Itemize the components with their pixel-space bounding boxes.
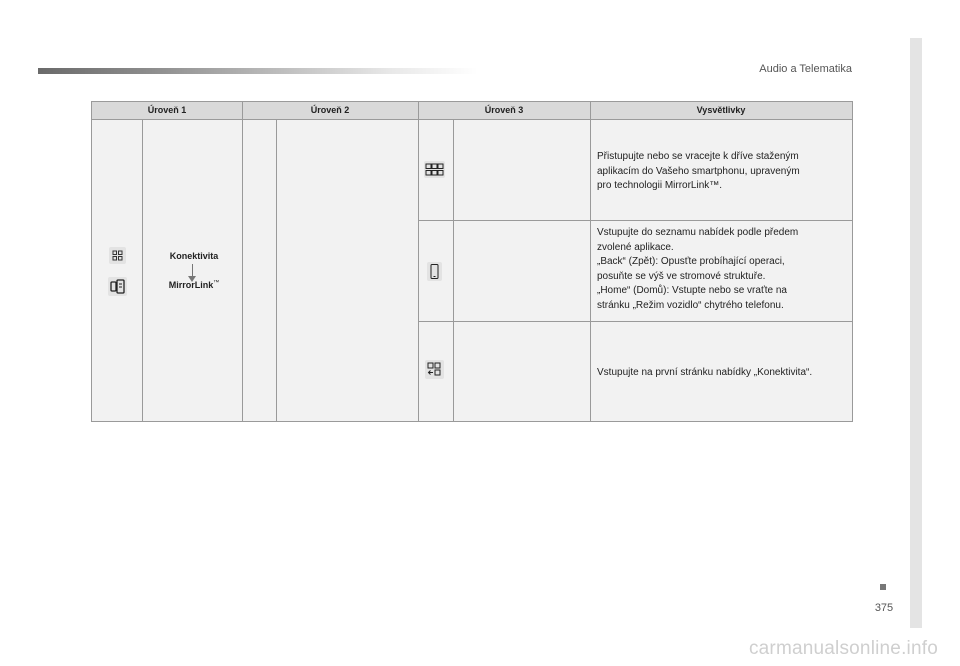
connectivity-icon bbox=[109, 247, 126, 264]
header-gradient-bar bbox=[38, 68, 478, 74]
column-divider bbox=[418, 102, 419, 421]
table-header bbox=[92, 102, 852, 120]
apps-grid-icon bbox=[424, 161, 445, 178]
column-divider bbox=[142, 120, 143, 421]
description-connectivity-home: Vstupujte na první stránku nabídky „Konektivita“. bbox=[597, 367, 813, 378]
level1-label-connectivity: Konektivita bbox=[169, 251, 219, 261]
smartphone-icon bbox=[427, 262, 442, 281]
row-divider bbox=[418, 321, 852, 322]
side-strip bbox=[910, 38, 922, 628]
description-apps: Přistupujte nebo se vracejte k dříve staženým aplikacím do Vašeho smartphonu, upraveným pro technologii MirrorLink™. bbox=[597, 151, 800, 191]
section-title: Audio a Telematika bbox=[759, 63, 852, 75]
column-divider bbox=[453, 120, 454, 421]
column-divider bbox=[242, 102, 243, 421]
page-number: 375 bbox=[874, 602, 894, 614]
column-header-level-1: Úroveň 1 bbox=[147, 105, 187, 115]
menu-table bbox=[91, 101, 853, 422]
column-header-level-2: Úroveň 2 bbox=[310, 105, 350, 115]
row-divider bbox=[418, 220, 852, 221]
page-marker bbox=[880, 584, 886, 590]
level1-label-mirrorlink: MirrorLink™ bbox=[168, 280, 220, 290]
column-divider bbox=[590, 102, 591, 421]
column-header-explanations: Vysvětlivky bbox=[696, 105, 746, 115]
watermark: carmanualsonline.info bbox=[748, 638, 938, 659]
column-header-level-3: Úroveň 3 bbox=[484, 105, 524, 115]
mirrorlink-icon bbox=[108, 277, 127, 296]
description-menu-list: Vstupujte do seznamu nabídek podle předem zvolené aplikace. „Back“ (Zpět): Opusťte probíhající operaci, posuňte se výš ve stromové struktuře. „Home“ (Domů): Vstupte nebo se vraťte na stránku „Režim vozidlo“ chytrého telefonu. bbox=[597, 227, 799, 311]
back-to-menu-icon bbox=[425, 360, 444, 379]
column-divider bbox=[276, 120, 277, 421]
